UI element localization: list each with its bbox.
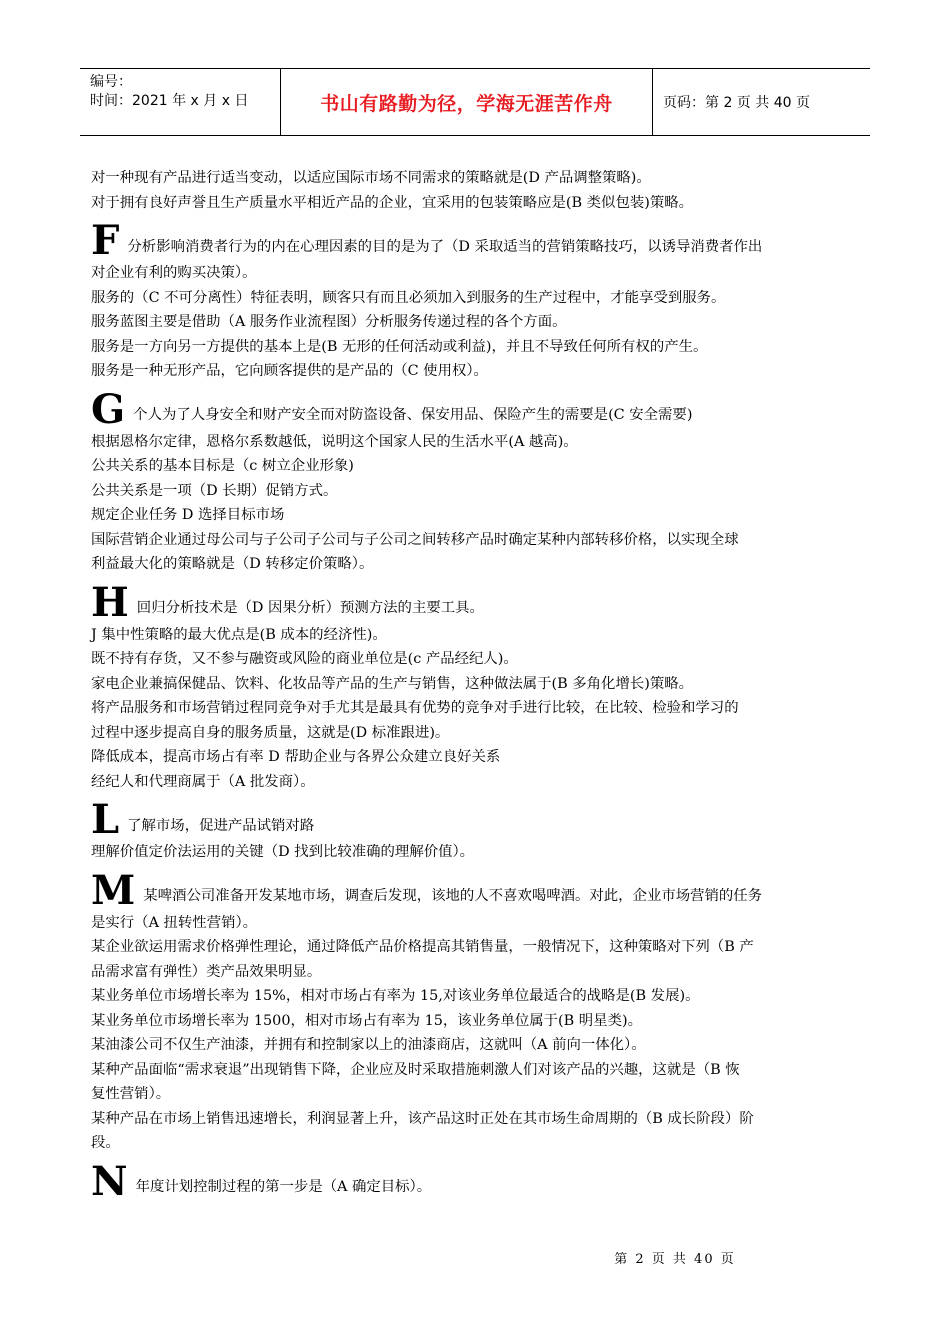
intro-line: 对于拥有良好声誉且生产质量水平相近产品的企业，宜采用的包装策略应是(B 类似包装)策略。 (91, 194, 694, 211)
section-line: 既不持有存货，又不参与融资或风险的商业单位是(c 产品经纪人)。 (91, 651, 518, 667)
section-line: 某油漆公司不仅生产油漆，并拥有和控制家以上的油漆商店，这就叫（A 前向一体化）。 (91, 1037, 646, 1053)
section-letter: M (91, 866, 136, 914)
section-line: 降低成本，提高市场占有率 D 帮助企业与各界公众建立良好关系 (91, 749, 501, 765)
section-line: 对企业有利的购买决策）。 (91, 265, 257, 281)
section-line: 服务的（C 不可分离性）特征表明，顾客只有而且必须加入到服务的生产过程中，才能享受到服务。 (91, 289, 726, 306)
section-line: 某业务单位市场增长率为 1500，相对市场占有率为 15，该业务单位属于(B 明星类)。 (91, 1012, 642, 1029)
section-line: 公共关系是一项（D 长期）促销方式。 (91, 482, 338, 499)
section-first-line: 分析影响消费者行为的内在心理因素的目的是为了（D 采取适当的营销策略技巧，以诱导消费者作出 (127, 238, 763, 255)
section-line: 某企业欲运用需求价格弹性理论，通过降低产品价格提高其销售量，一般情况下，这种策略对下列（B 产 (91, 939, 754, 955)
section-first-line: 个人为了人身安全和财产安全而对防盗设备、保安用品、保险产生的需要是(C 安全需要) (133, 407, 693, 423)
section-line: 国际营销企业通过母公司与子公司子公司与子公司之间转移产品时确定某种内部转移价格，以实现全球 (91, 531, 739, 548)
section-line: 公共关系的基本目标是（c 树立企业形象) (91, 458, 354, 474)
section-line: 服务是一种无形产品，它向顾客提供的是产品的（C 使用权）。 (91, 363, 488, 379)
section-first-line: 回归分析技术是（D 因果分析）预测方法的主要工具。 (136, 600, 484, 616)
section-line: 复性营销）。 (91, 1086, 171, 1102)
section-letter: F (91, 217, 120, 264)
section-line: 是实行（A 扭转性营销）。 (91, 914, 258, 931)
section-first-line: 了解市场，促进产品试销对路 (127, 817, 315, 834)
section-line: 段。 (91, 1135, 120, 1151)
header-meta (80, 69, 281, 135)
section-heading (91, 1157, 861, 1205)
section-line: 服务蓝图主要是借助（A 服务作业流程图）分析服务传递过程的各个方面。 (91, 314, 567, 330)
section-heading (91, 385, 861, 433)
section-line: J 集中性策略的最大优点是(B 成本的经济性)。 (91, 626, 387, 643)
section-line: 理解价值定价法运用的关键（D 找到比较准确的理解价值）。 (91, 844, 475, 860)
section-heading (91, 578, 861, 626)
header-motto: 书山有路勤为径，学海无涯苦作舟 (281, 69, 653, 135)
page-footer: 第 2 页 共 40 页 (614, 1252, 736, 1267)
section-heading (91, 217, 861, 264)
section-line: 将产品服务和市场营销过程同竞争对手尤其是最具有优势的竞争对手进行比较，在比较、检验和学习的 (91, 700, 739, 716)
intro-line: 对一种现有产品进行适当变动，以适应国际市场不同需求的策略就是(D 产品调整策略)。 (91, 170, 651, 186)
document-header (80, 68, 870, 136)
section-letter: G (91, 385, 126, 433)
section-line: 根据恩格尔定律，恩格尔系数越低，说明这个国家人民的生活水平(A 越高)。 (91, 433, 578, 450)
section-line: 过程中逐步提高自身的服务质量，这就是(D 标准跟进)。 (91, 724, 450, 741)
header-page-info: 页码：第 2 页 共 40 页 (663, 95, 810, 111)
section-heading (91, 796, 861, 843)
section-line: 经纪人和代理商属于（A 批发商）。 (91, 773, 315, 790)
header-time-label: 时间：2021 年 x 月 x 日 (90, 93, 249, 109)
section-line: 某业务单位市场增长率为 15%，相对市场占有率为 15,对该业务单位最适合的战略是(B 发展)。 (91, 988, 700, 1004)
document-body (91, 166, 861, 1205)
section-letter: N (91, 1157, 128, 1205)
section-letter: H (91, 578, 129, 626)
section-line: 利益最大化的策略就是（D 转移定价策略）。 (91, 556, 374, 572)
section-heading (91, 866, 861, 914)
section-line: 某种产品在市场上销售迅速增长，利润显著上升，该产品这时正处在其市场生命周期的（B 成长阶段）阶 (91, 1110, 754, 1127)
section-line: 规定企业任务 D 选择目标市场 (91, 507, 285, 523)
section-first-line: 某啤酒公司准备开发某地市场，调查后发现，该地的人不喜欢喝啤酒。对此，企业市场营销的任务 (143, 888, 763, 904)
section-line: 品需求富有弹性）类产品效果明显。 (91, 963, 322, 980)
section-letter: L (91, 796, 120, 843)
header-id-label: 编号： (90, 74, 132, 90)
sections-container (91, 217, 861, 1205)
section-line: 家电企业兼搞保健品、饮料、化妆品等产品的生产与销售，这种做法属于(B 多角化增长)策略。 (91, 675, 694, 692)
section-first-line: 年度计划控制过程的第一步是（A 确定目标）。 (135, 1179, 432, 1195)
section-line: 服务是一方向另一方提供的基本上是(B 无形的任何活动或利益)，并且不导致任何所有权的产生。 (91, 338, 708, 355)
section-line: 某种产品面临“需求衰退”出现销售下降，企业应及时采取措施刺激人们对该产品的兴趣，这就是（B 恢 (91, 1061, 740, 1078)
